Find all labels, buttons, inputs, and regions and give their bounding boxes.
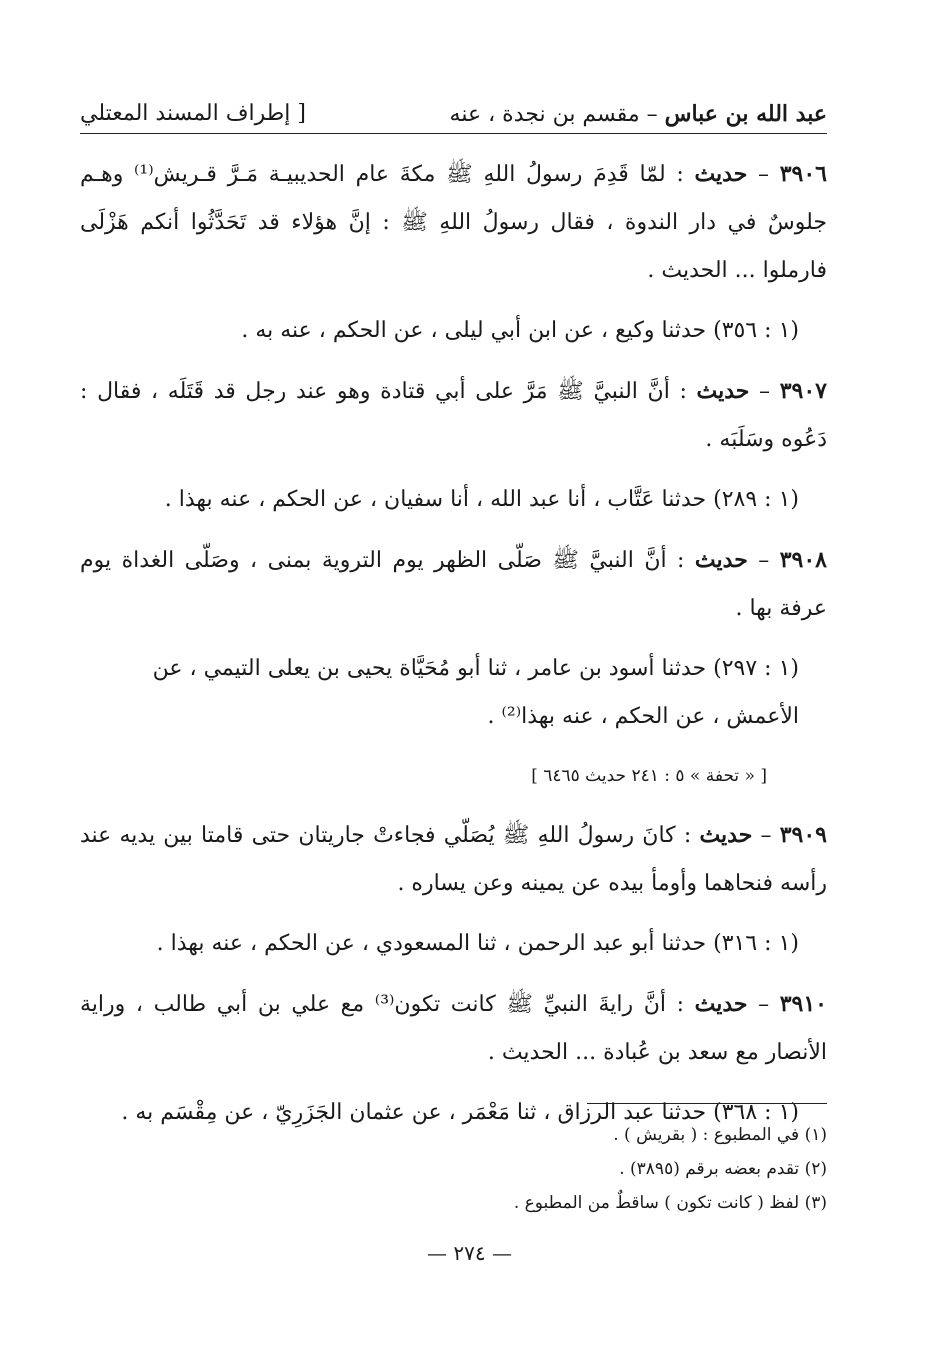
hadith-keyword: حديث — [699, 822, 753, 848]
hadith-text: : لمّا قَدِمَ رسولُ اللهِ ﷺ مكةَ عام الحديبيـة مَـرَّ قـريش⁽¹⁾ وهـم جلوسٌ في دار الندوة ، فقال رسولُ اللهِ ﷺ : إنَّ هؤلاء قد تَحَدَّثُوا أنكم هَزْلَى فارملوا ... الحديث . — [80, 162, 827, 283]
hadith-number: ٣٩٠٧ — [779, 378, 827, 404]
hadith-text: : أنَّ النبيَّ ﷺ صَلّى الظهر يوم التروية بمنى ، وصَلّى الغداة يوم عرفة بها . — [80, 548, 827, 621]
hadith-entry: ٣٩٠٧ – حديث : أنَّ النبيَّ ﷺ مَرَّ على أبي قتادة وهو عند رجل قد قَتَلَه ، فقال : دَعُوه وسَلَبَه . — [80, 378, 827, 452]
hadith-keyword: حديث — [694, 161, 748, 187]
running-header — [80, 96, 827, 132]
hadith-number: ٣٩١٠ — [779, 991, 827, 1017]
hadith-isnad: (١ : ٣٦٨) حدثنا عبد الرزاق ، ثنا مَعْمَر ، عن عثمان الجَزَرِيّ ، عن مِقْسَم به . — [121, 1100, 799, 1125]
hadith-text: : أنَّ رايةَ النبيِّ ﷺ كانت تكون⁽³⁾ مع علي بن أبي طالب ، وراية الأنصار مع سعد بن عُبادة ... الحديث . — [80, 992, 827, 1065]
chapter-subtitle: – مقسم بن نجدة ، عنه — [449, 102, 665, 127]
hadith-entry: ٣٩٠٨ – حديث : أنَّ النبيَّ ﷺ صَلّى الظهر يوم التروية بمنى ، وصَلّى الغداة يوم عرفة بها . — [80, 547, 827, 621]
hadith-text: : كانَ رسولُ اللهِ ﷺ يُصَلّي فجاءتْ جاريتان حتى قامتا بين يديه عند رأسه فنحاهما وأومأ بيده عن يمينه وعن يساره . — [80, 823, 827, 896]
hadith-text: : أنَّ النبيَّ ﷺ مَرَّ على أبي قتادة وهو عند رجل قد قَتَلَه ، فقال : دَعُوه وسَلَبَه . — [80, 379, 827, 452]
hadith-keyword: حديث — [694, 991, 748, 1017]
hadith-number: ٣٩٠٦ — [779, 161, 827, 187]
page-number: — ٢٧٤ — — [427, 1241, 512, 1265]
footnote-divider — [587, 1103, 827, 1104]
hadith-isnad: (١ : ٢٩٧) حدثنا أسود بن عامر ، ثنا أبو مُحَيَّاة يحيى بن يعلى التيمي ، عن الأعمش ، عن الحكم ، عنه بهذا⁽²⁾ . — [152, 656, 799, 729]
chapter-heading — [450, 96, 827, 133]
hadith-entry: ٣٩٠٦ – حديث : لمّا قَدِمَ رسولُ اللهِ ﷺ مكةَ عام الحديبيـة مَـرَّ قـريش⁽¹⁾ وهـم جلوسٌ في دار الندوة ، فقال رسولُ اللهِ ﷺ : إنَّ هؤلاء قد تَحَدَّثُوا أنكم هَزْلَى فارملوا ... الحديث . — [80, 161, 827, 283]
footnote: (٣) لفظ ( كانت تكون ) ساقطٌ من المطبوع . — [513, 1193, 827, 1213]
hadith-isnad: (١ : ٣٥٦) حدثنا وكيع ، عن ابن أبي ليلى ، عن الحكم ، عنه به . — [241, 318, 799, 343]
hadith-entry: ٣٩٠٩ – حديث : كانَ رسولُ اللهِ ﷺ يُصَلّي فجاءتْ جاريتان حتى قامتا بين يديه عند رأسه فنحاهما وأومأ بيده عن يمينه وعن يساره . — [80, 822, 827, 896]
hadith-entry: ٣٩١٠ – حديث : أنَّ رايةَ النبيِّ ﷺ كانت تكون⁽³⁾ مع علي بن أبي طالب ، وراية الأنصار مع سعد بن عُبادة ... الحديث . — [80, 991, 827, 1065]
book-title: [ إطراف المسند المعتلي — [80, 101, 306, 126]
hadith-number: ٣٩٠٩ — [779, 822, 827, 848]
hadith-number: ٣٩٠٨ — [779, 547, 827, 573]
hadith-isnad: (١ : ٣١٦) حدثنا أبو عبد الرحمن ، ثنا المسعودي ، عن الحكم ، عنه بهذا . — [156, 931, 799, 956]
hadith-list — [80, 150, 827, 1149]
header-divider — [80, 133, 827, 134]
hadith-keyword: حديث — [696, 378, 750, 404]
footnote: (٢) تقدم بعضه برقم (٣٨٩٥) . — [619, 1159, 827, 1179]
companion-name: عبد الله بن عباس — [664, 101, 827, 127]
hadith-isnad: (١ : ٢٨٩) حدثنا عَتَّاب ، أنا عبد الله ، أنا سفيان ، عن الحكم ، عنه بهذا . — [164, 487, 799, 512]
tuhfa-reference: [ « تحفة » ٥ : ٢٤١ حديث ٦٤٦٥ ] — [531, 766, 767, 786]
footnotes — [80, 1118, 827, 1220]
footnote: (١) في المطبوع : ( بقريش ) . — [613, 1125, 827, 1145]
hadith-keyword: حديث — [694, 547, 748, 573]
